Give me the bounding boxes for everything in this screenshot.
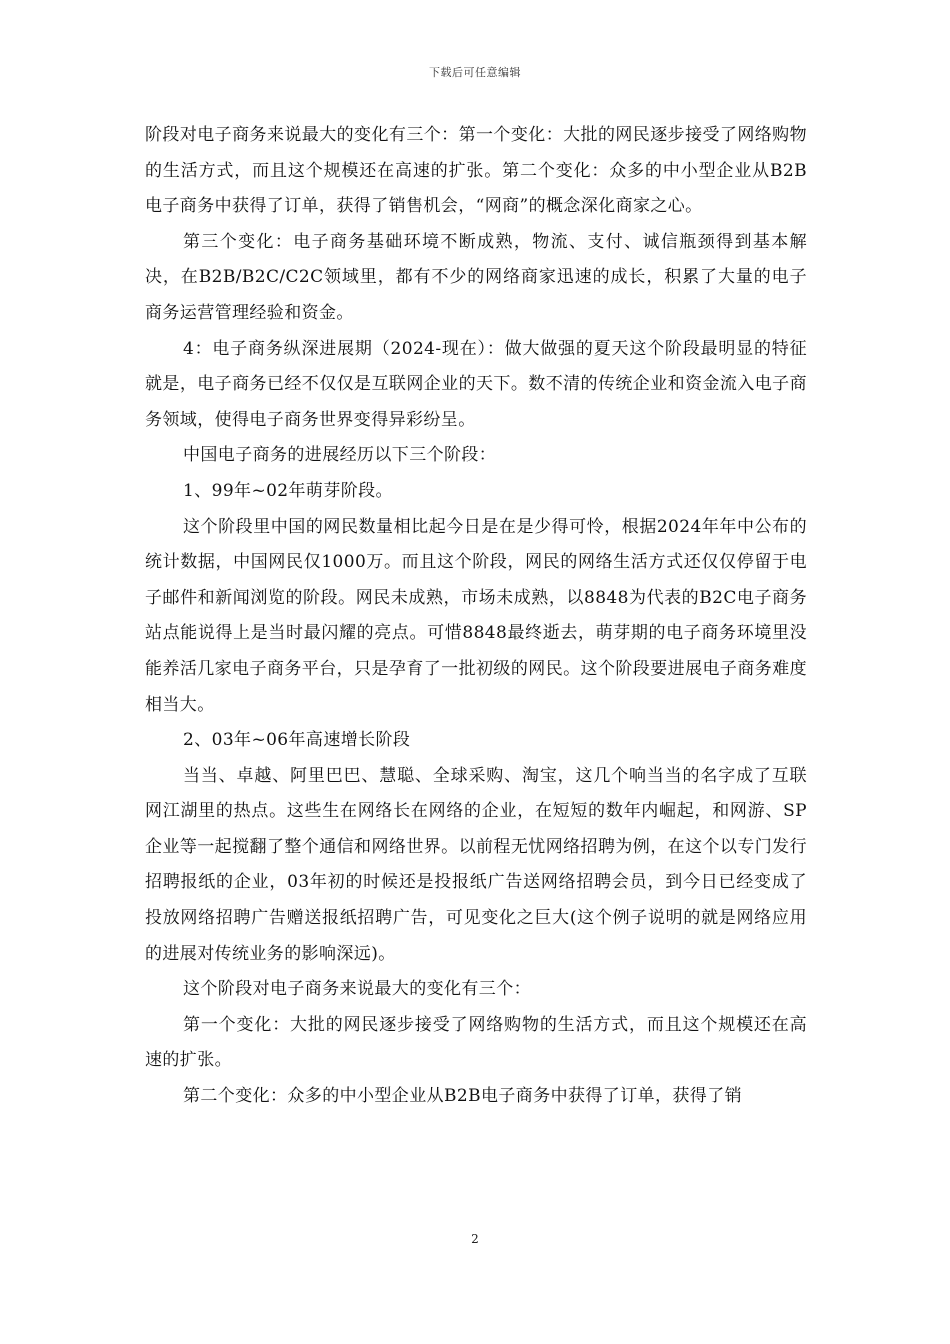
paragraph: 4：电子商务纵深进展期（2024-现在）：做大做强的夏天这个阶段最明显的特征就是，电子商务已经不仅仅是互联网企业的天下。数不清的传统企业和资金流入电子商务领域，使得电子商务世界变得异彩纷呈。	[145, 338, 807, 430]
paragraph: 当当、卓越、阿里巴巴、慧聪、全球采购、淘宝，这几个响当当的名字成了互联网江湖里的热点。这些生在网络长在网络的企业，在短短的数年内崛起，和网游、SP企业等一起搅翻了整个通信和网络世界。以前程无忧网络招聘为例，在这个以专门发行招聘报纸的企业，03年初的时候还是投报纸广告送网络招聘会员，到今日已经变成了投放网络招聘广告赠送报纸招聘广告，可见变化之巨大(这个例子说明的就是网络应用的进展对传统业务的影响深远)。	[145, 765, 807, 964]
paragraph: 这个阶段里中国的网民数量相比起今日是在是少得可怜，根据2024年年中公布的统计数据，中国网民仅1000万。而且这个阶段，网民的网络生活方式还仅仅停留于电子邮件和新闻浏览的阶段。网民未成熟，市场未成熟，以8848为代表的B2C电子商务站点能说得上是当时最闪耀的亮点。可惜8848最终逝去，萌芽期的电子商务环境里没能养活几家电子商务平台，只是孕育了一批初级的网民。这个阶段要进展电子商务难度相当大。	[145, 516, 807, 715]
paragraph: 第三个变化：电子商务基础环境不断成熟，物流、支付、诚信瓶颈得到基本解决，在B2B/B2C/C2C领域里，都有不少的网络商家迅速的成长，积累了大量的电子商务运营管理经验和资金。	[145, 231, 807, 323]
paragraph: 1、99年~02年萌芽阶段。	[183, 480, 393, 501]
paragraph: 2、03年~06年高速增长阶段	[183, 730, 411, 751]
page-header: 下载后可任意编辑	[429, 66, 521, 79]
paragraph: 这个阶段对电子商务来说最大的变化有三个：	[183, 979, 531, 1000]
paragraph: 第一个变化：大批的网民逐步接受了网络购物的生活方式，而且这个规模还在高速的扩张。	[145, 1014, 807, 1071]
paragraph: 阶段对电子商务来说最大的变化有三个：第一个变化：大批的网民逐步接受了网络购物的生活方式，而且这个规模还在高速的扩张。第二个变化：众多的中小型企业从B2B电子商务中获得了订单，获得了销售机会，“网商”的概念深化商家之心。	[145, 125, 807, 217]
document-body	[145, 118, 807, 1115]
paragraph: 第二个变化：众多的中小型企业从B2B电子商务中获得了订单，获得了销	[183, 1086, 742, 1107]
paragraph: 中国电子商务的进展经历以下三个阶段：	[183, 445, 497, 466]
page-number: 2	[471, 1232, 479, 1246]
